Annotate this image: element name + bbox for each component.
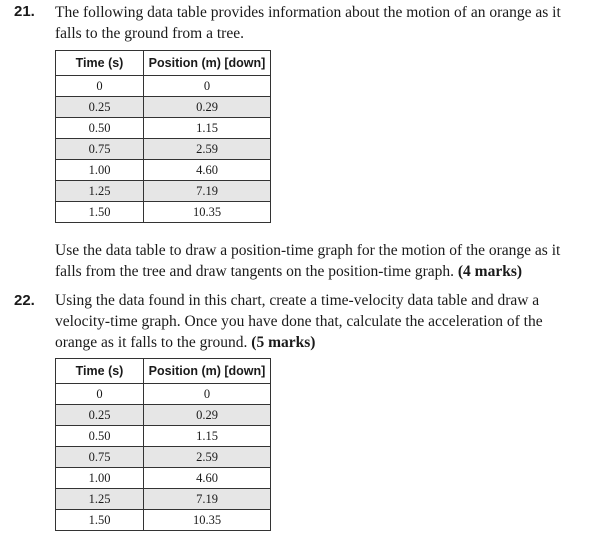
time-cell: 0.75 bbox=[56, 447, 144, 468]
time-cell: 1.50 bbox=[56, 202, 144, 223]
table-row bbox=[56, 181, 271, 202]
question-21-followup-text: Use the data table to draw a position-time graph for the motion of the orange as it falls from the tree and draw tangents on the position-time graph. bbox=[55, 242, 561, 280]
table-row bbox=[56, 160, 271, 181]
table-row bbox=[56, 384, 271, 405]
table-row bbox=[56, 510, 271, 531]
question-22-marks: (5 marks) bbox=[251, 334, 316, 351]
time-cell: 1.00 bbox=[56, 468, 144, 489]
time-cell: 0 bbox=[56, 384, 144, 405]
table-row bbox=[56, 489, 271, 510]
position-header: Position (m) [down] bbox=[144, 359, 271, 384]
position-cell: 4.60 bbox=[144, 160, 271, 181]
question-21-text: The following data table provides information about the motion of an orange as it falls to the ground from a tree. bbox=[55, 4, 561, 42]
question-21-number: 21. bbox=[14, 3, 35, 20]
position-cell: 4.60 bbox=[144, 468, 271, 489]
time-header: Time (s) bbox=[56, 51, 144, 76]
table-row bbox=[56, 97, 271, 118]
position-cell: 0 bbox=[144, 76, 271, 97]
position-cell: 0 bbox=[144, 384, 271, 405]
table-row bbox=[56, 447, 271, 468]
position-cell: 1.15 bbox=[144, 426, 271, 447]
position-cell: 7.19 bbox=[144, 181, 271, 202]
table-row bbox=[56, 202, 271, 223]
data-table-1 bbox=[55, 50, 271, 223]
position-cell: 1.15 bbox=[144, 118, 271, 139]
table-row bbox=[56, 76, 271, 97]
position-cell: 10.35 bbox=[144, 510, 271, 531]
time-cell: 0.50 bbox=[56, 118, 144, 139]
table-row bbox=[56, 118, 271, 139]
question-22-text-block bbox=[55, 290, 585, 353]
position-cell: 2.59 bbox=[144, 139, 271, 160]
time-header: Time (s) bbox=[56, 359, 144, 384]
position-cell: 2.59 bbox=[144, 447, 271, 468]
position-cell: 0.29 bbox=[144, 97, 271, 118]
time-cell: 0.50 bbox=[56, 426, 144, 447]
table-row bbox=[56, 426, 271, 447]
question-22-text: Using the data found in this chart, create a time-velocity data table and draw a velocity-time graph. Once you have done that, calculate the acceleration of the orange as it falls to the ground. bbox=[55, 292, 543, 351]
position-header: Position (m) [down] bbox=[144, 51, 271, 76]
time-cell: 1.25 bbox=[56, 489, 144, 510]
question-22-number: 22. bbox=[14, 292, 35, 309]
time-cell: 0.75 bbox=[56, 139, 144, 160]
time-cell: 0.25 bbox=[56, 97, 144, 118]
time-cell: 1.00 bbox=[56, 160, 144, 181]
time-cell: 1.25 bbox=[56, 181, 144, 202]
question-21-marks: (4 marks) bbox=[457, 263, 523, 280]
table-header-row bbox=[56, 51, 271, 76]
table-row bbox=[56, 139, 271, 160]
position-cell: 7.19 bbox=[144, 489, 271, 510]
time-cell: 1.50 bbox=[56, 510, 144, 531]
time-cell: 0.25 bbox=[56, 405, 144, 426]
position-cell: 10.35 bbox=[144, 202, 271, 223]
data-table-2 bbox=[55, 358, 271, 531]
time-cell: 0 bbox=[56, 76, 144, 97]
table-row bbox=[56, 468, 271, 489]
table-header-row bbox=[56, 359, 271, 384]
table-row bbox=[56, 405, 271, 426]
question-21-followup bbox=[55, 240, 585, 282]
position-cell: 0.29 bbox=[144, 405, 271, 426]
